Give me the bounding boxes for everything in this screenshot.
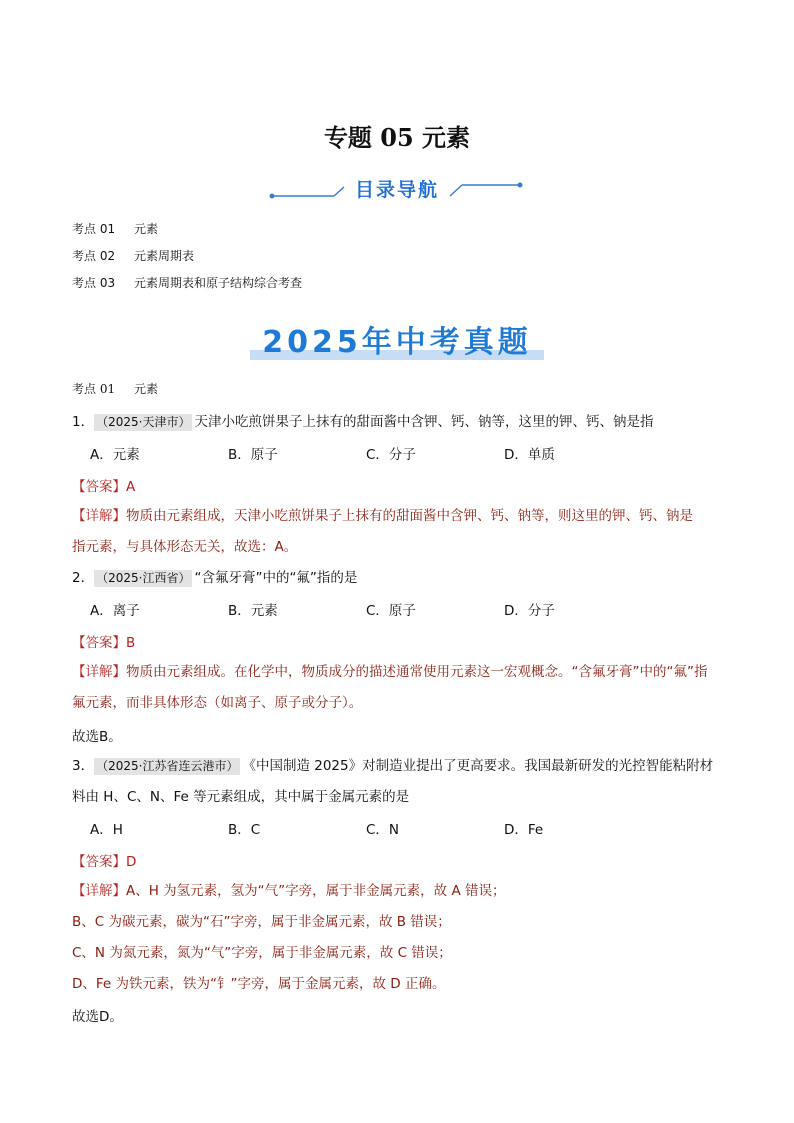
table-of-contents bbox=[72, 219, 302, 300]
explain-tag: 【详解】 bbox=[72, 883, 126, 899]
toc-item-label: 元素周期表和原子结构综合考查 bbox=[134, 276, 303, 290]
explain-line: D、Fe 为铁元素，铁为“钅”字旁，属于金属元素，故 D 正确。 bbox=[72, 976, 446, 992]
option: C．原子 bbox=[366, 603, 416, 619]
question-stem bbox=[72, 412, 722, 432]
answer-value: A bbox=[126, 479, 136, 495]
toc-banner bbox=[0, 176, 794, 206]
answer-tag: 【答案】 bbox=[72, 854, 126, 870]
toc-item[interactable] bbox=[72, 246, 302, 273]
question-source: （2025·江西省） bbox=[96, 571, 191, 585]
toc-item-number: 考点 03 bbox=[72, 276, 116, 290]
option: A．元素 bbox=[90, 447, 140, 463]
explanation bbox=[72, 657, 722, 719]
answer-line bbox=[72, 475, 135, 495]
question-text: 《中国制造 2025》对制造业提出了更高要求。我国最新研发的光控智能粘附材 bbox=[242, 758, 714, 774]
conclusion: 故选B。 bbox=[72, 729, 122, 745]
answer-tag: 【答案】 bbox=[72, 479, 126, 495]
option: B．原子 bbox=[228, 447, 278, 463]
explain-line: 指元素，与具体形态无关，故选：A。 bbox=[72, 539, 298, 555]
year-banner bbox=[0, 322, 794, 366]
question-options bbox=[90, 599, 642, 619]
answer-line bbox=[72, 850, 136, 870]
question-text: 天津小吃煎饼果子上抹有的甜面酱中含钾、钙、钠等，这里的钾、钙、钠是指 bbox=[194, 414, 654, 430]
year-banner-text: 2025年中考真题 bbox=[262, 325, 532, 360]
explanation bbox=[72, 876, 722, 1000]
toc-heading: 目录导航 bbox=[354, 179, 439, 201]
toc-item-number: 考点 01 bbox=[72, 222, 116, 236]
option: D．分子 bbox=[504, 603, 555, 619]
question-number: 3． bbox=[72, 758, 95, 774]
question-number: 1． bbox=[72, 414, 95, 430]
option: B．元素 bbox=[228, 603, 278, 619]
option: D．Fe bbox=[504, 822, 544, 838]
answer-value: B bbox=[126, 635, 136, 651]
question-options bbox=[90, 818, 642, 838]
explain-line: 物质由元素组成，天津小吃煎饼果子上抹有的甜面酱中含钾、钙、钠等，则这里的钾、钙、钠是 bbox=[126, 508, 693, 524]
page-title: 专题 05 元素 bbox=[323, 123, 471, 152]
question-source: （2025·天津市） bbox=[96, 415, 191, 429]
conclusion: 故选D。 bbox=[72, 1009, 123, 1025]
toc-item[interactable] bbox=[72, 273, 302, 300]
question-text: “含氟牙膏”中的“氟”指的是 bbox=[194, 570, 358, 586]
explain-tag: 【详解】 bbox=[72, 664, 126, 680]
explain-line: A、H 为氢元素，氢为“气”字旁，属于非金属元素，故 A 错误； bbox=[126, 883, 506, 899]
explain-line: 物质由元素组成。在化学中，物质成分的描述通常使用元素这一宏观概念。“含氟牙膏”中的“氟”指 bbox=[126, 664, 708, 680]
question-stem-continued: 料由 H、C、N、Fe 等元素组成，其中属于金属元素的是 bbox=[72, 789, 410, 805]
toc-item-label: 元素 bbox=[134, 222, 159, 236]
option: C．分子 bbox=[366, 447, 416, 463]
option: A．离子 bbox=[90, 603, 140, 619]
toc-item[interactable] bbox=[72, 219, 302, 246]
question-stem bbox=[72, 568, 722, 588]
explain-line: B、C 为碳元素，碳为“石”字旁，属于非金属元素，故 B 错误； bbox=[72, 914, 451, 930]
explanation bbox=[72, 501, 722, 563]
toc-item-label: 元素周期表 bbox=[134, 249, 195, 263]
explain-line: C、N 为氮元素，氮为“气”字旁，属于非金属元素，故 C 错误； bbox=[72, 945, 452, 961]
explain-tag: 【详解】 bbox=[72, 508, 126, 524]
question-stem bbox=[72, 756, 722, 776]
question-options bbox=[90, 443, 642, 463]
section-label: 元素 bbox=[134, 382, 159, 396]
option: D．单质 bbox=[504, 447, 555, 463]
option: A．H bbox=[90, 822, 123, 838]
explain-line: 氟元素，而非具体形态（如离子、原子或分子）。 bbox=[72, 695, 363, 711]
question-source: （2025·江苏省连云港市） bbox=[96, 759, 239, 773]
section-heading bbox=[72, 380, 158, 397]
option: B．C bbox=[228, 822, 261, 838]
section-number: 考点 01 bbox=[72, 382, 116, 396]
toc-item-number: 考点 02 bbox=[72, 249, 116, 263]
answer-line bbox=[72, 631, 135, 651]
answer-tag: 【答案】 bbox=[72, 635, 126, 651]
question-number: 2． bbox=[72, 570, 95, 586]
option: C．N bbox=[366, 822, 400, 838]
answer-value: D bbox=[126, 854, 137, 870]
